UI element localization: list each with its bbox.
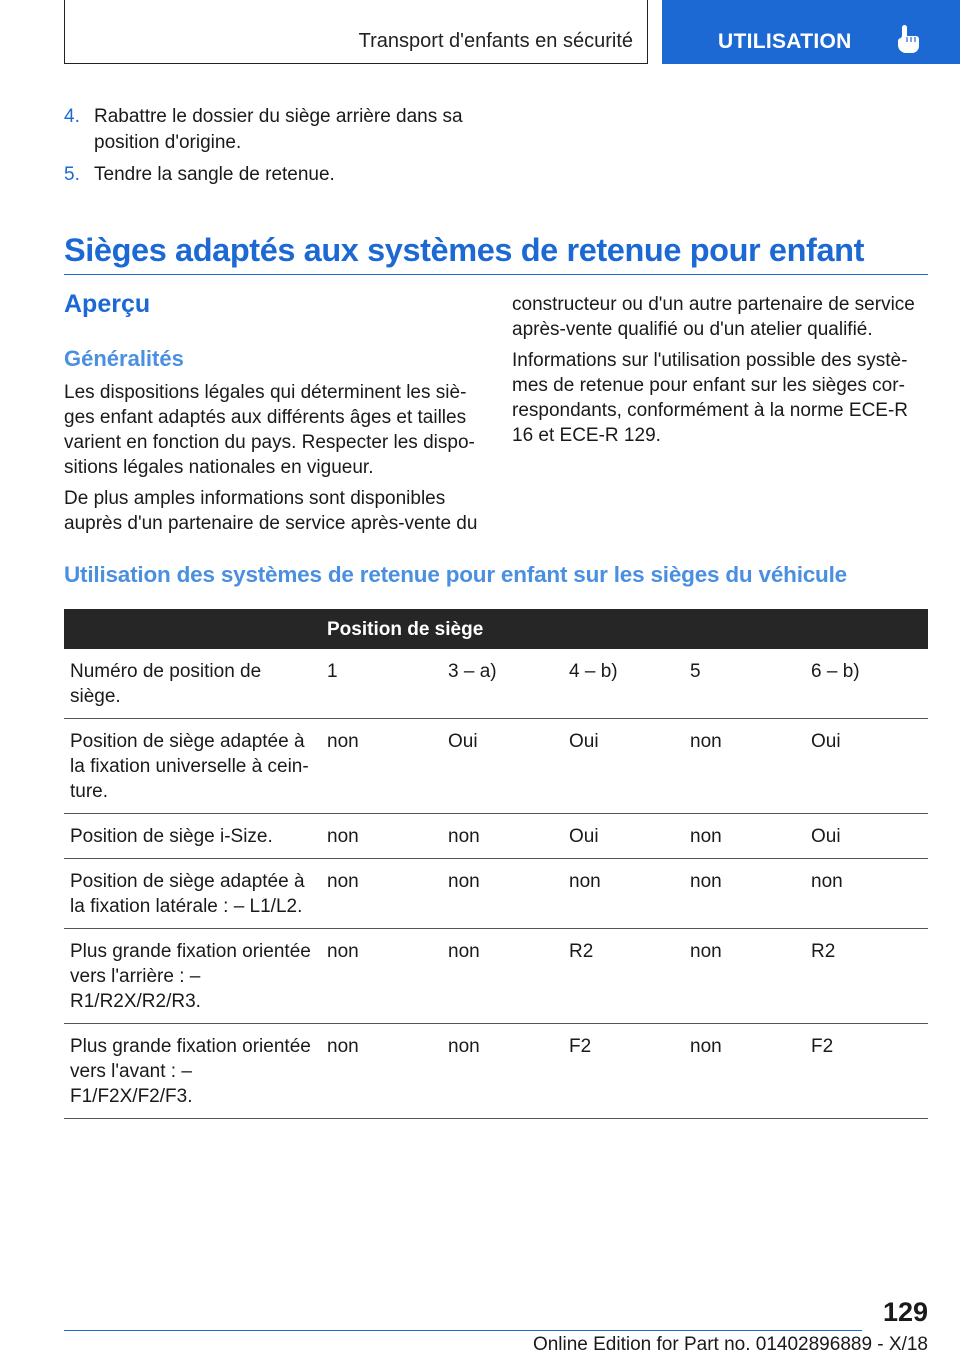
table-cell: non [684,814,805,859]
table-cell: non [321,859,442,929]
table-cell: F2 [563,1024,684,1119]
table-cell: non [563,859,684,929]
table-header-cell: Position de siège [321,609,928,649]
table-cell: F2 [805,1024,928,1119]
paragraph: Informations sur l'utilisation possible des systèmes de retenue pour enfant sur les sièges correspondants, conformément à la norme ECE-R 16 et ECE-R 129. [512,350,909,446]
footer-edition: Online Edition for Part no. 01402896889 - X/18 [532,1334,928,1355]
table-row [64,649,928,719]
table-cell: non [442,859,563,929]
table-cell: non [805,859,928,929]
table-cell: non [684,929,805,1024]
row-label: Position de siège adaptée à la fixation universelle à ceinture. [64,719,321,814]
table-cell: non [442,814,563,859]
table-cell: Oui [442,719,563,814]
overview-title: Aperçu [64,290,151,318]
table-row [64,859,928,929]
table-cell: non [442,1024,563,1119]
general-title: Généralités [64,346,184,371]
table-cell: 6 – b) [805,649,928,719]
table-cell: Oui [805,719,928,814]
section-title: Sièges adaptés aux systèmes de retenue pour enfant [64,232,865,268]
table-cell: Oui [563,814,684,859]
table-cell: 3 – a) [442,649,563,719]
table-cell: R2 [563,929,684,1024]
header-chapter-label: UTILISATION [718,30,852,53]
section-title-rule [64,274,928,275]
page-number: 129 [882,1297,928,1327]
header-chapter-tab [662,0,960,64]
table-cell: non [684,719,805,814]
left-column [64,380,484,542]
table-row [64,1024,928,1119]
table-cell: 5 [684,649,805,719]
step-item [64,104,484,156]
table-cell: non [321,1024,442,1119]
step-number: 4. [64,106,80,127]
footer-rule [64,1330,862,1331]
row-label: Position de siège i-Size. [64,814,321,859]
table-row [64,719,928,814]
row-label: Plus grande fixation orientée vers l'avant : – F1/F2X/F2/F3. [64,1024,321,1119]
table-cell: 1 [321,649,442,719]
table-cell: non [684,859,805,929]
step-number: 5. [64,164,80,185]
table-cell: R2 [805,929,928,1024]
row-label: Plus grande fixation orientée vers l'arrière : – R1/R2X/R2/R3. [64,929,321,1024]
step-text: Rabattre le dossier du siège arrière dans sa position d'origine. [94,106,463,153]
right-column [512,292,928,454]
table-cell: non [684,1024,805,1119]
table-header-row [64,609,928,649]
step-list [64,104,484,194]
table-row [64,814,928,859]
table-cell: non [442,929,563,1024]
table-cell: non [321,719,442,814]
table-cell: Oui [805,814,928,859]
table-cell: 4 – b) [563,649,684,719]
table-cell: Oui [563,719,684,814]
seat-position-table [64,609,928,1119]
row-label: Position de siège adaptée à la fixation latérale : – L1/L2. [64,859,321,929]
table-cell: non [321,814,442,859]
table-header-empty-cell [64,609,321,649]
row-label: Numéro de position de siège. [64,649,321,719]
paragraph: constructeur ou d'un autre partenaire de service après-vente qualifié ou d'un atelier qualifié. [512,294,915,340]
table-cell: non [321,929,442,1024]
table-row [64,929,928,1024]
header-section-box [64,0,648,64]
table-title: Utilisation des systèmes de retenue pour enfant sur les sièges du véhicule [64,562,847,587]
step-text: Tendre la sangle de retenue. [94,164,335,185]
pointing-hand-icon [894,24,920,54]
paragraph: De plus amples informations sont disponibles auprès d'un partenaire de service après-vente du [64,488,478,534]
paragraph: Les dispositions légales qui déterminent les sièges enfant adaptés aux différents âges et tailles varient en fonction du pays. Respecter les dispositions légales nationales en vigueur. [64,382,475,478]
header-section-title: Transport d'enfants en sécurité [358,30,633,52]
step-item [64,162,484,188]
